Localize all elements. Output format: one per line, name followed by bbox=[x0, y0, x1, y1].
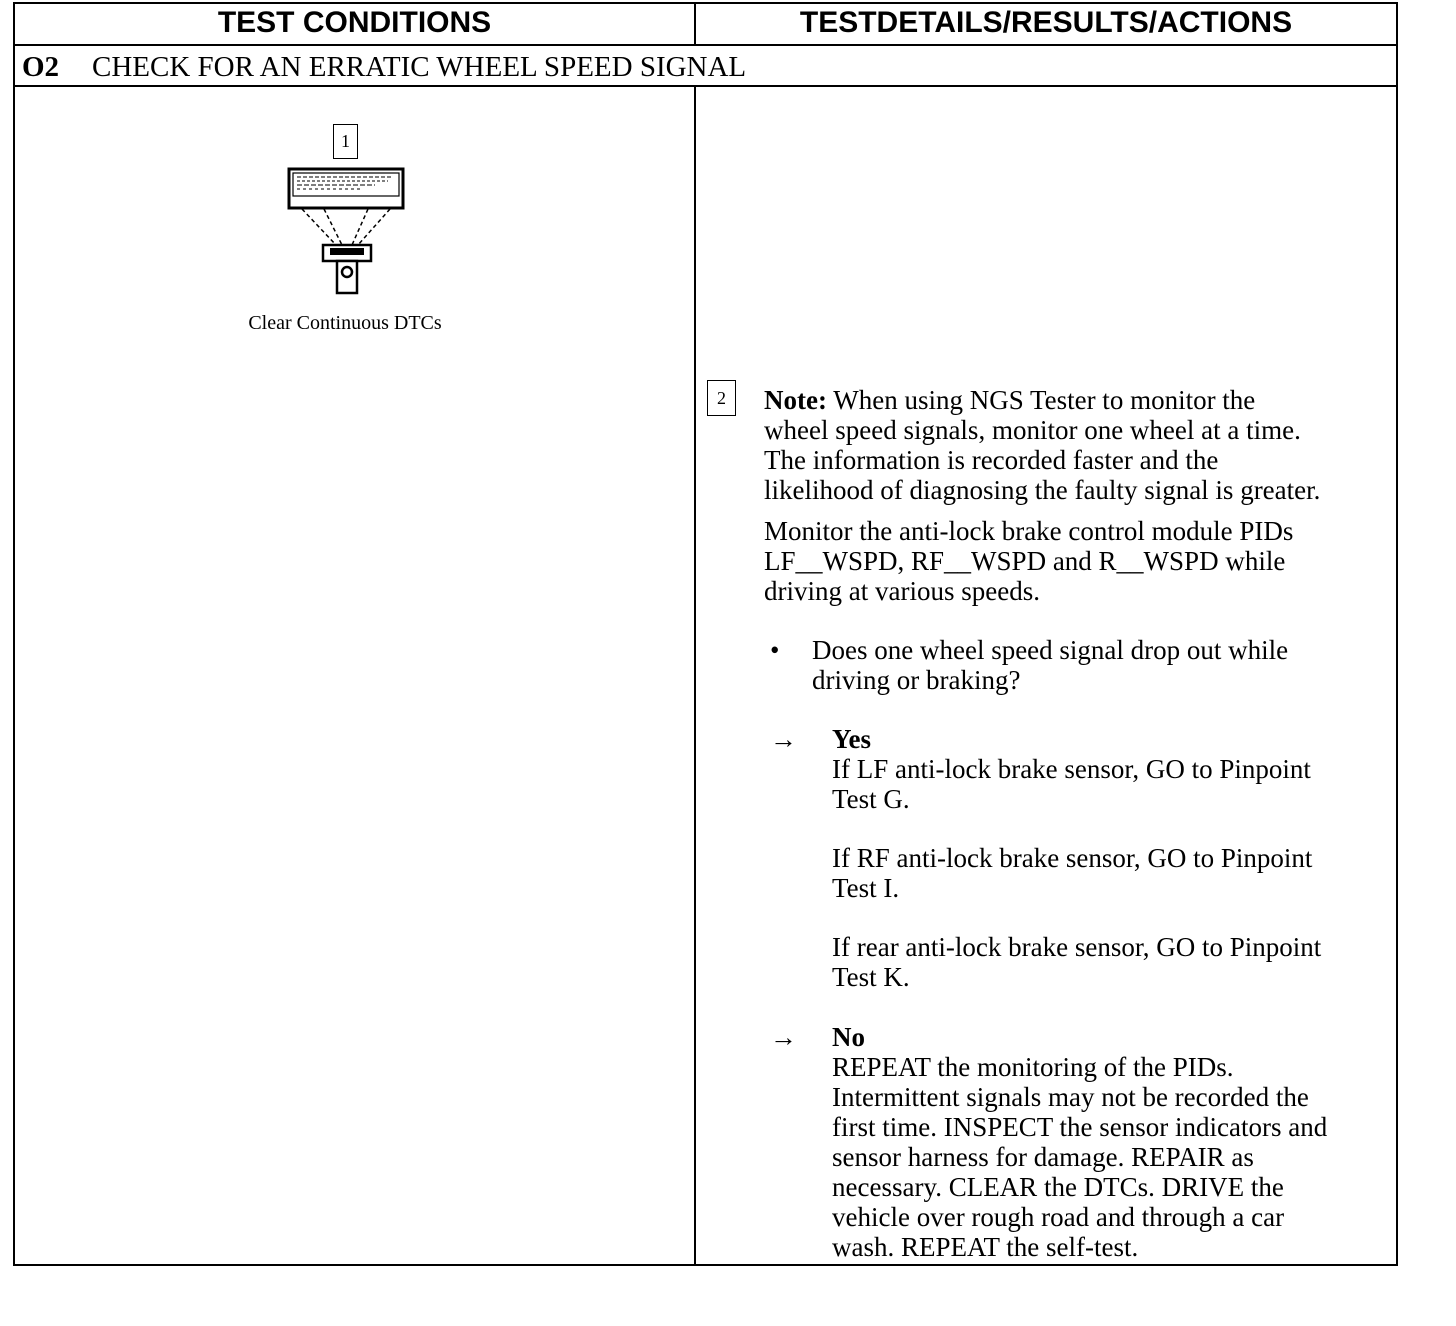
no-line-6: vehicle over rough road and through a car bbox=[832, 1202, 1285, 1232]
note-line-4: likelihood of diagnosing the faulty signal is greater. bbox=[764, 475, 1321, 505]
no-line-7: wash. REPEAT the self-test. bbox=[832, 1232, 1139, 1262]
yes-arrow-icon: → bbox=[770, 724, 797, 754]
section-title: CHECK FOR AN ERRATIC WHEEL SPEED SIGNAL bbox=[92, 50, 747, 83]
ngs-tester-icon bbox=[280, 165, 412, 300]
section-number: O2 bbox=[22, 50, 60, 83]
no-branch bbox=[832, 1022, 1392, 1262]
note-line-3: The information is recorded faster and the bbox=[764, 445, 1219, 475]
section-rule bbox=[13, 85, 1398, 87]
note-line-1: When using NGS Tester to monitor the bbox=[833, 385, 1256, 415]
no-label: No bbox=[832, 1022, 865, 1052]
note-paragraph bbox=[764, 385, 1394, 505]
no-line-4: sensor harness for damage. REPAIR as bbox=[832, 1142, 1254, 1172]
monitor-line-1: Monitor the anti-lock brake control module PIDs bbox=[764, 516, 1294, 546]
no-line-3: first time. INSPECT the sensor indicators and bbox=[832, 1112, 1328, 1142]
yes-branch bbox=[832, 724, 1392, 992]
yes-line-2b: Test I. bbox=[832, 873, 900, 903]
yes-line-3b: Test K. bbox=[832, 962, 910, 992]
no-line-5: necessary. CLEAR the DTCs. DRIVE the bbox=[832, 1172, 1284, 1202]
note-label: Note: bbox=[764, 385, 827, 415]
step-1-caption: Clear Continuous DTCs bbox=[248, 312, 442, 334]
yes-line-2a: If RF anti-lock brake sensor, GO to Pinpoint bbox=[832, 843, 1313, 873]
no-arrow-icon: → bbox=[770, 1022, 797, 1052]
yes-line-1a: If LF anti-lock brake sensor, GO to Pinpoint bbox=[832, 754, 1311, 784]
question-line-1: Does one wheel speed signal drop out while bbox=[812, 635, 1289, 665]
section-title-row bbox=[22, 50, 746, 84]
question-line-2: driving or braking? bbox=[812, 665, 1021, 695]
yes-label: Yes bbox=[832, 724, 871, 754]
step-1-box: 1 bbox=[333, 124, 358, 159]
header-rule bbox=[13, 44, 1398, 46]
monitor-paragraph bbox=[764, 516, 1394, 606]
header-test-conditions: TEST CONDITIONS bbox=[217, 6, 492, 39]
no-line-2: Intermittent signals may not be recorded the bbox=[832, 1082, 1309, 1112]
body-divider bbox=[694, 86, 696, 1266]
monitor-line-3: driving at various speeds. bbox=[764, 576, 1040, 606]
monitor-line-2: LF__WSPD, RF__WSPD and R__WSPD while bbox=[764, 546, 1286, 576]
yes-line-3a: If rear anti-lock brake sensor, GO to Pinpoint bbox=[832, 932, 1322, 962]
header-test-details: TESTDETAILS/RESULTS/ACTIONS bbox=[799, 6, 1293, 39]
bullet-icon: • bbox=[770, 635, 780, 665]
step-2-box: 2 bbox=[707, 380, 736, 416]
note-line-2: wheel speed signals, monitor one wheel at a time. bbox=[764, 415, 1301, 445]
yes-line-1b: Test G. bbox=[832, 784, 910, 814]
no-line-1: REPEAT the monitoring of the PIDs. bbox=[832, 1052, 1234, 1082]
question-paragraph bbox=[812, 635, 1392, 695]
